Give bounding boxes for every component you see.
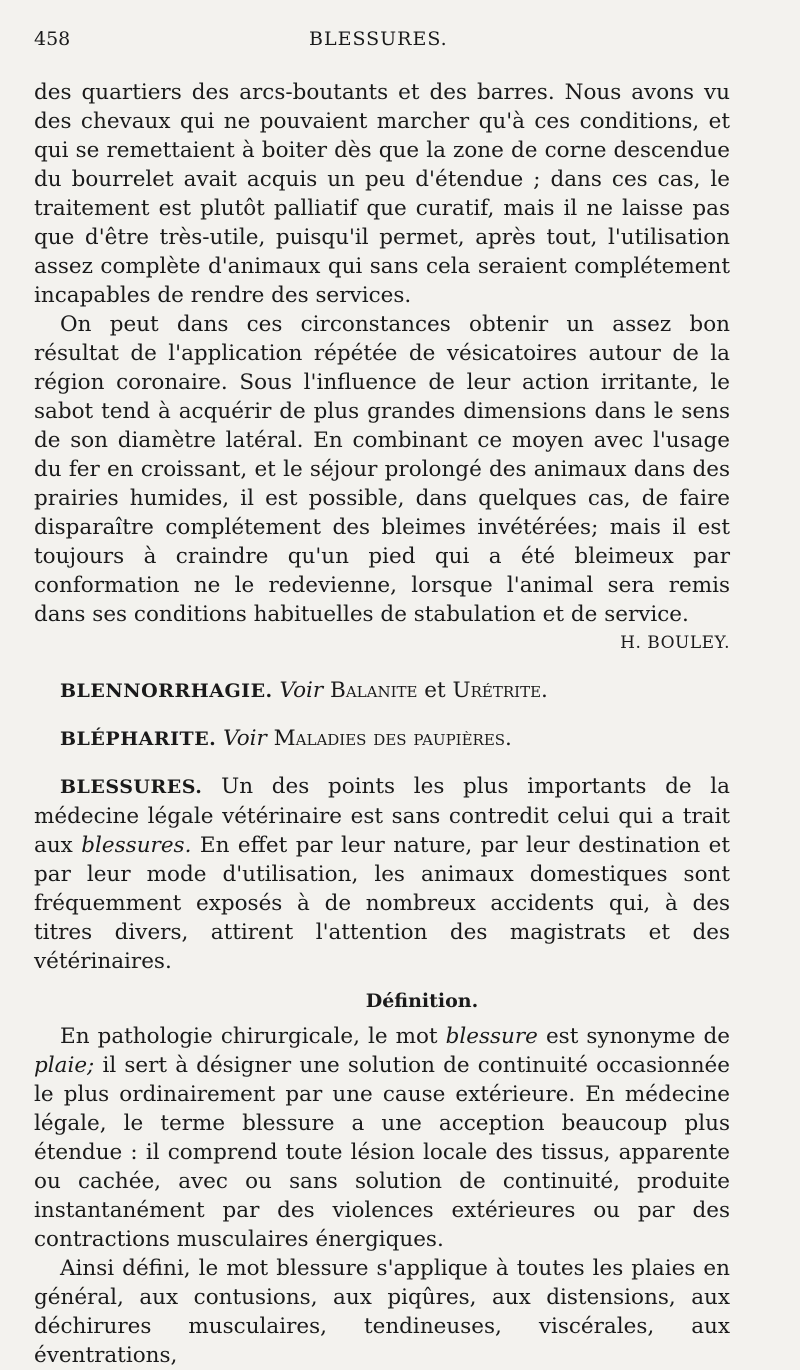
emphasis-blessures: blessures. bbox=[81, 833, 192, 858]
emphasis-blessure: blessure bbox=[445, 1024, 538, 1049]
conjunction: et bbox=[424, 678, 446, 703]
continuation-paragraph: des quartiers des arcs-boutants et des barres. Nous avons vu des chevaux qui ne pouvaient marcher qu'à ces conditions, et qui se remettaient à boiter dès que la zone de corne descendue du bourrelet avait acquis un peu d'étendue ; dans ces cas, le traitement est plutôt palliatif que curatif, mais il ne laisse pas que d'être très-utile, puisqu'il permet, après tout, l'utilisation assez complète d'animaux qui sans cela seraient complétement incapables de rendre des services. bbox=[34, 80, 730, 308]
entry-text: Un des points les plus importants de la médecine légale vétérinaire est sans contredit celui qui a trait aux bbox=[34, 774, 730, 858]
cross-reference-balanite: Balanite bbox=[330, 678, 418, 703]
running-title: BLESSURES. bbox=[309, 28, 448, 50]
emphasis-plaie: plaie; bbox=[34, 1053, 95, 1078]
definition-text: il sert à désigner une solution de continuité occasionnée le plus ordinairement par une cause extérieure. En médecine légale, le terme blessure a une acception beaucoup plus étendue : il comprend toute lésion locale des tissus, apparente ou cachée, avec ou sans solution de continuité, produite instantanément par des violences extérieures ou par des contractions musculaires énergiques. bbox=[34, 1053, 730, 1252]
entry-text-continued: En effet par leur nature, par leur destination et par leur mode d'utilisation, les animaux domestiques sont fréquemment exposés à de nombreux accidents qui, à des titres divers, attirent l'attention des magistrats et des vétérinaires. bbox=[34, 833, 730, 974]
entry-blepharite bbox=[34, 724, 730, 754]
running-head bbox=[34, 28, 730, 64]
definition-text: est synonyme de bbox=[545, 1024, 730, 1049]
entry-head-blepharite: BLÉPHARITE. bbox=[60, 728, 217, 750]
see-reference-label: Voir bbox=[279, 678, 324, 703]
definition-paragraph-2: Ainsi défini, le mot blessure s'applique à toutes les plaies en général, aux contusions, aux piqûres, aux distensions, aux déchirures musculaires, tendineuses, viscérales, aux éventrations, bbox=[34, 1256, 730, 1368]
treatment-text: On peut dans ces circonstances obtenir un assez bon résultat de l'application répétée de vésicatoires autour de la région coronaire. Sous l'influence de leur action irritante, le sabot tend à acquérir de plus grandes dimensions dans le sens de son diamètre latéral. En combinant ce moyen avec l'usage du fer en croissant, et le séjour prolongé des animaux dans des prairies humides, il est possible, dans quelques cas, de faire disparaître complétement des bleimes invétérées; mais il est toujours à craindre qu'un pied qui a été bleimeux par conformation ne le redevienne, lorsque l'animal sera remis dans ses conditions habituelles de stabulation et de service. bbox=[34, 312, 730, 627]
entry-blennorrhagie bbox=[34, 676, 730, 706]
page-number: 458 bbox=[34, 28, 71, 50]
see-reference-label: Voir bbox=[223, 726, 267, 751]
entry-head-blennorrhagie: BLENNORRHAGIE. bbox=[60, 680, 273, 702]
entry-head-blessures: BLESSURES. bbox=[60, 776, 203, 798]
definition-paragraph bbox=[34, 1022, 730, 1254]
cross-reference-uretrite: Urétrite. bbox=[452, 678, 548, 703]
author-signature: H. BOULEY. bbox=[620, 633, 730, 653]
treatment-paragraph bbox=[34, 310, 730, 658]
entry-blessures bbox=[34, 772, 730, 976]
cross-reference-paupieres: Maladies des paupières. bbox=[273, 726, 512, 751]
section-title: Définition. bbox=[365, 990, 479, 1012]
definition-text: En pathologie chirurgicale, le mot bbox=[60, 1024, 438, 1049]
